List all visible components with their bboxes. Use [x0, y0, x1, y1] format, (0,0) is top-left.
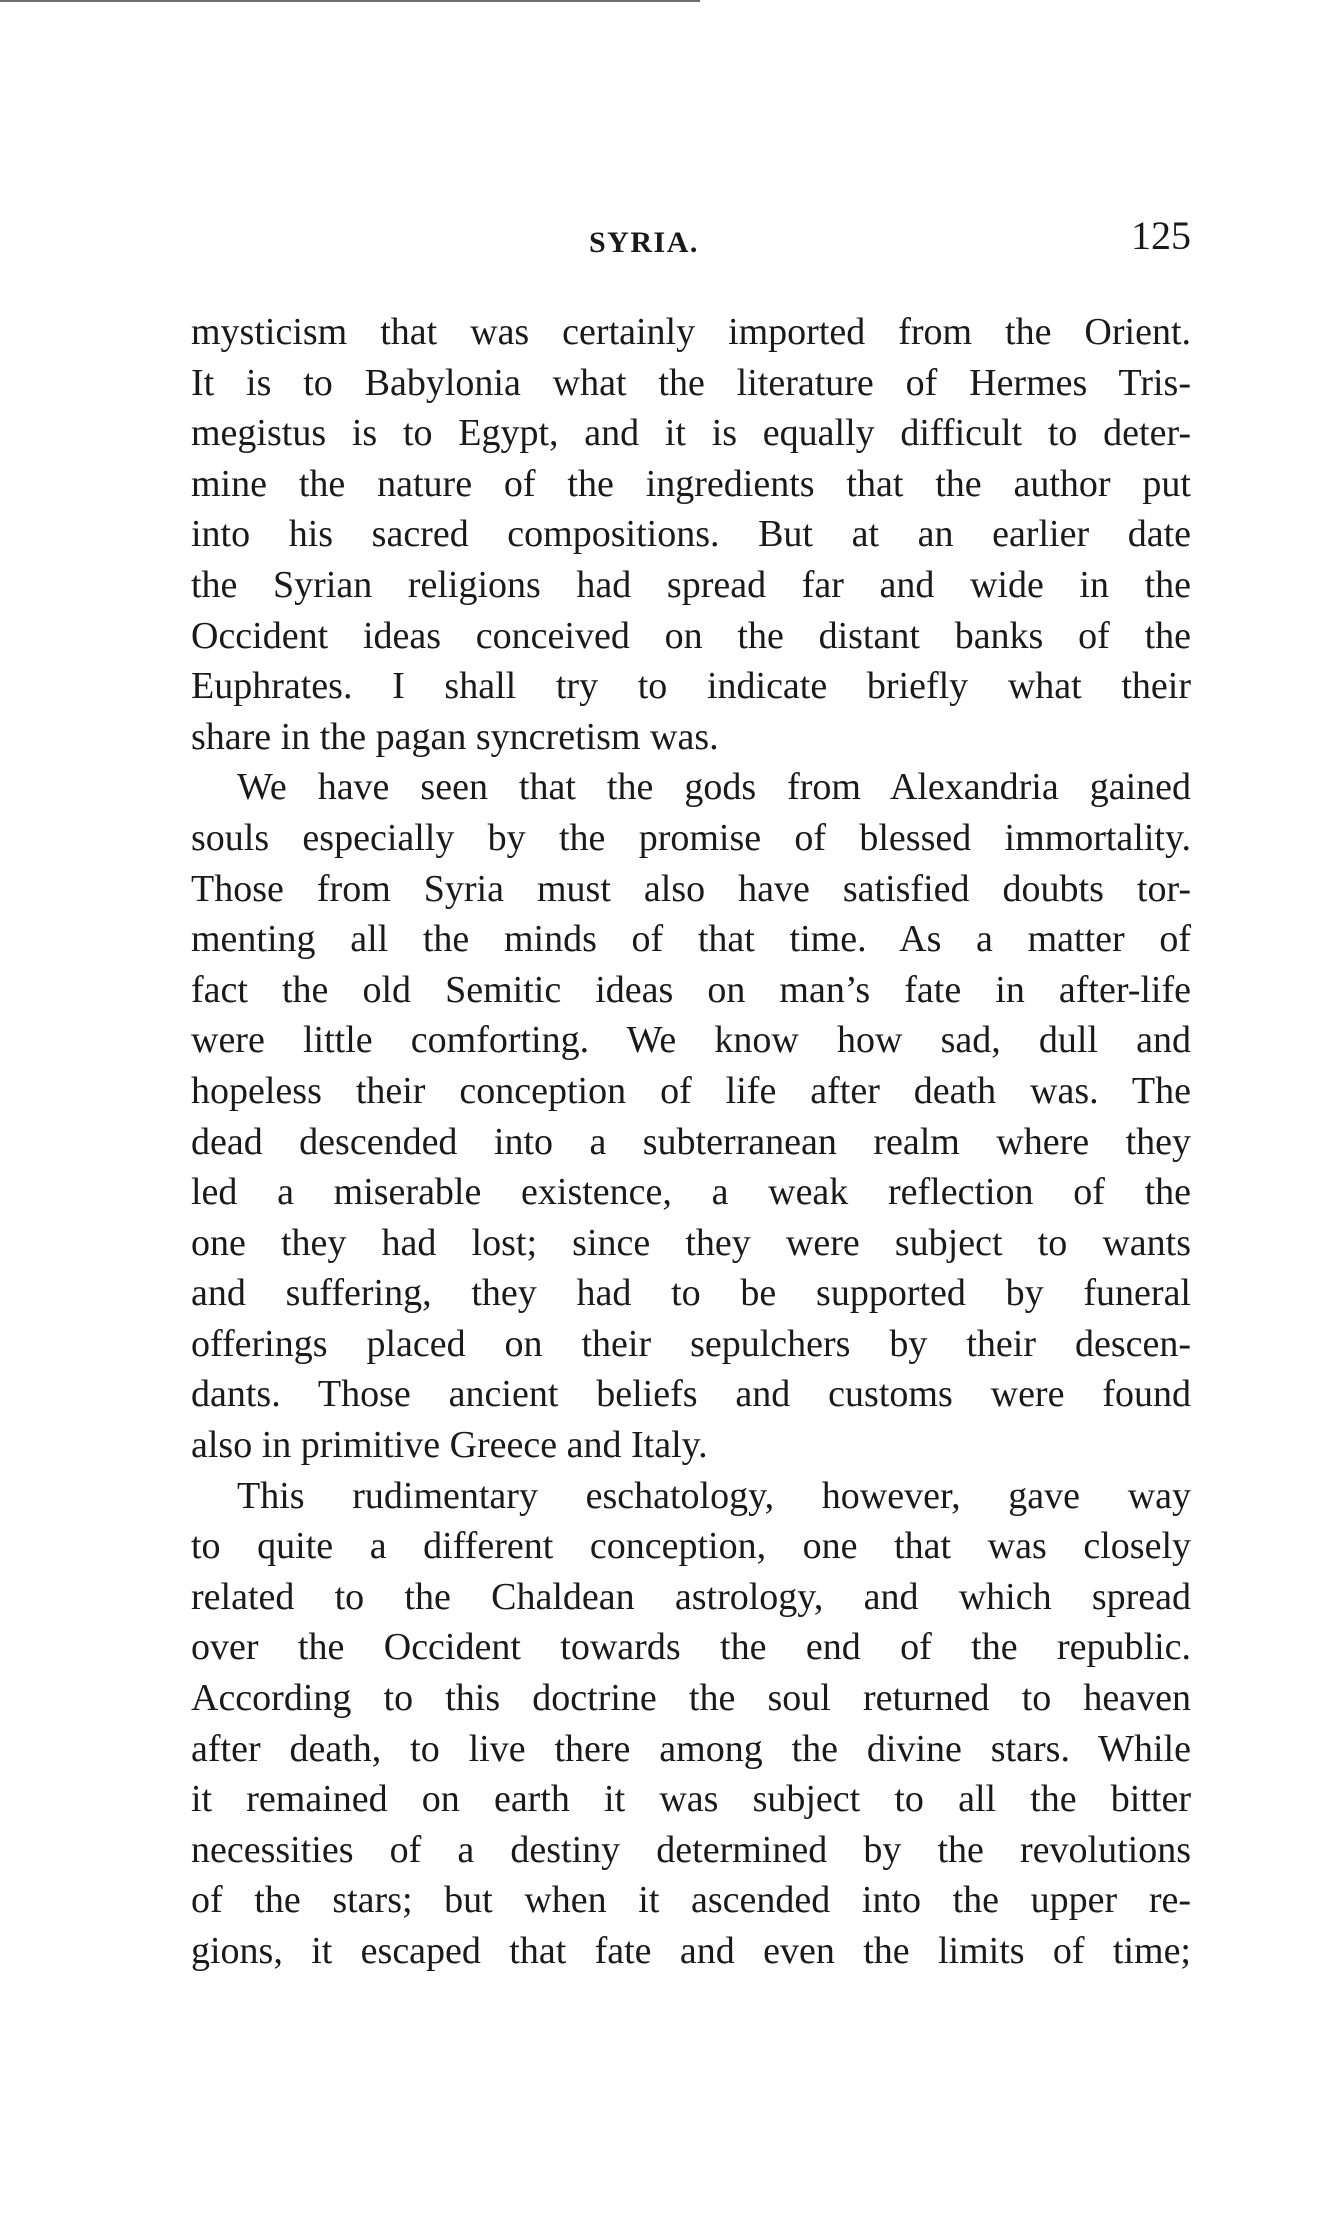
text-line: and suffering, they had to be supported by funeral — [191, 1272, 1191, 1315]
text-line: Occident ideas conceived on the distant banks of the — [191, 614, 1191, 657]
paragraph-end-line: share in the pagan syncretism was. — [191, 715, 719, 758]
text-line: gions, it escaped that fate and even the limits of time; — [191, 1930, 1191, 1972]
body-text — [191, 307, 1191, 1977]
text-line: Those from Syria must also have satisfied doubts tor- — [191, 867, 1191, 910]
page-header — [191, 212, 1191, 272]
scan-edge-line — [0, 0, 700, 2]
text-line: over the Occident towards the end of the republic. — [191, 1626, 1191, 1669]
text-line: into his sacred compositions. But at an earlier date — [191, 513, 1191, 556]
text-line: dants. Those ancient beliefs and customs were found — [191, 1373, 1191, 1416]
running-head: SYRIA. — [589, 226, 699, 259]
paragraph-end-line: also in primitive Greece and Italy. — [191, 1424, 708, 1467]
text-line: mine the nature of the ingredients that the author put — [191, 462, 1191, 505]
text-line: Euphrates. I shall try to indicate briefly what their — [191, 665, 1191, 708]
text-line: to quite a different conception, one that was closely — [191, 1525, 1191, 1568]
text-line: hopeless their conception of life after death was. The — [191, 1069, 1191, 1112]
paragraph-start-line: This rudimentary eschatology, however, gave way — [237, 1474, 1191, 1517]
text-line: the Syrian religions had spread far and wide in the — [191, 563, 1191, 606]
text-line: led a miserable existence, a weak reflection of the — [191, 1171, 1191, 1214]
text-line: related to the Chaldean astrology, and which spread — [191, 1575, 1191, 1618]
text-line: souls especially by the promise of blessed immortality. — [191, 816, 1191, 859]
text-line: one they had lost; since they were subject to wants — [191, 1221, 1191, 1264]
text-line: of the stars; but when it ascended into the upper re- — [191, 1879, 1191, 1922]
text-line: menting all the minds of that time. As a matter of — [191, 918, 1191, 961]
text-line: It is to Babylonia what the literature of Hermes Tris- — [191, 361, 1191, 404]
text-line: after death, to live there among the divine stars. While — [191, 1727, 1191, 1770]
text-line: megistus is to Egypt, and it is equally difficult to deter- — [191, 412, 1191, 455]
text-line: were little comforting. We know how sad, dull and — [191, 1019, 1191, 1062]
text-line: According to this doctrine the soul returned to heaven — [191, 1677, 1191, 1720]
text-line: fact the old Semitic ideas on man’s fate in after-life — [191, 968, 1191, 1011]
text-line: necessities of a destiny determined by the revolutions — [191, 1828, 1191, 1871]
paragraph-start-line: We have seen that the gods from Alexandria gained — [237, 766, 1191, 809]
text-line: offerings placed on their sepulchers by their descen- — [191, 1322, 1191, 1365]
page-number: 125 — [1131, 213, 1191, 258]
text-line: dead descended into a subterranean realm where they — [191, 1120, 1191, 1163]
text-line: it remained on earth it was subject to all the bitter — [191, 1778, 1191, 1821]
text-line: mysticism that was certainly imported from the Orient. — [191, 311, 1191, 353]
